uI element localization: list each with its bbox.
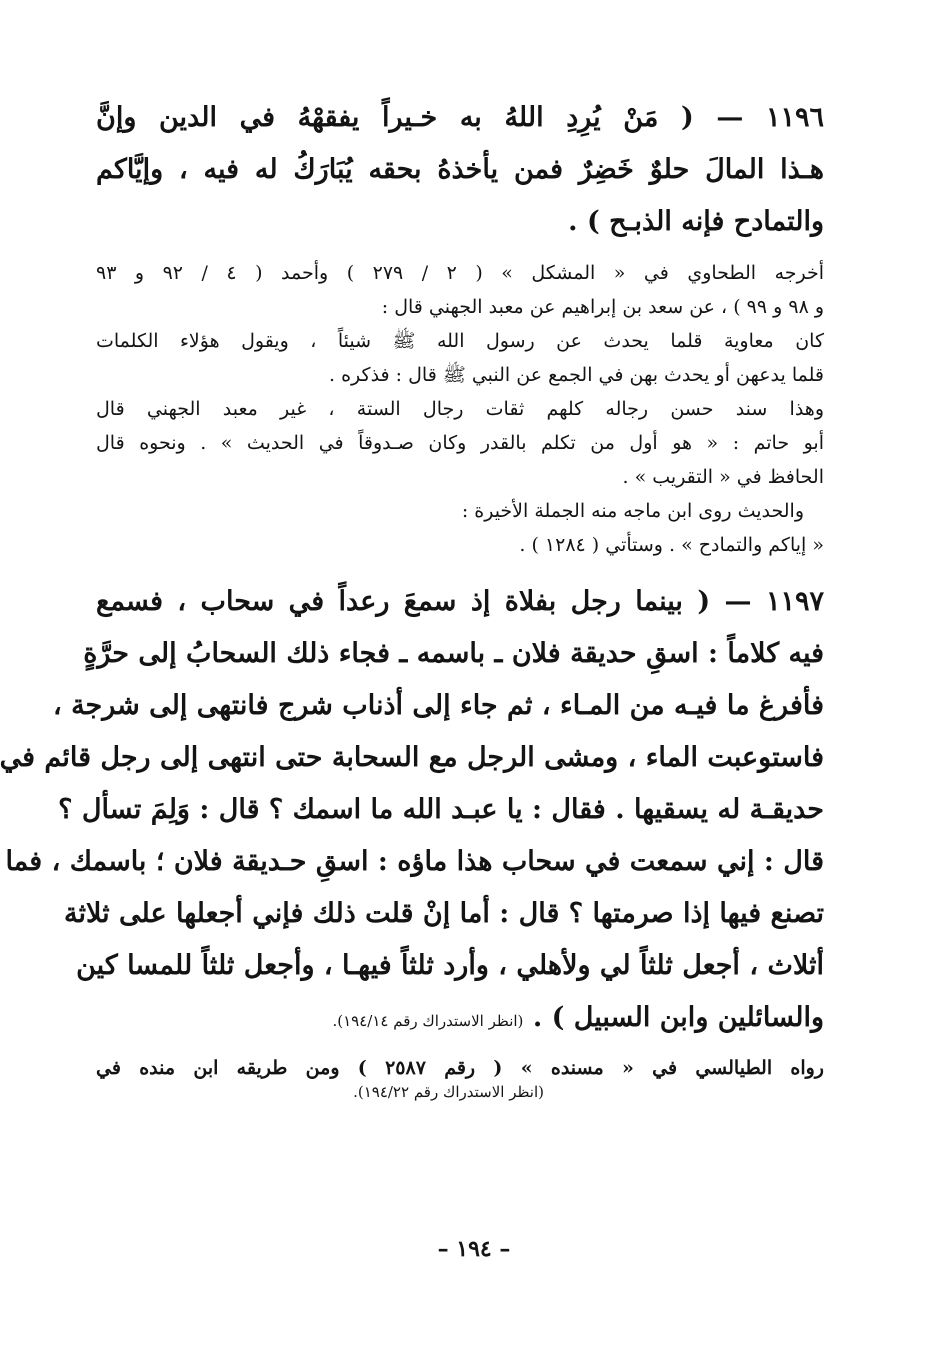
takhrij-1196-p1-line-2: و ٩٨ و ٩٩ ) ، عن سعد بن إبراهيم عن معبد الجهني قال : [381, 296, 824, 318]
hadith-1197-line-5: حديقـة له يسقيها . فقال : يا عبـد الله ما اسمك ؟ قال : وَلِمَ تسأل ؟ [58, 794, 824, 825]
hadith-1197-line-6: قال : إني سمعت في سحاب هذا ماؤه : اسقِ حـديقة فلان ؛ باسمك ، فما [5, 846, 824, 877]
hadith-1197-line-4: فاستوعبت الماء ، ومشى الرجل مع السحابة حتى انتهى إلى رجل قائم في [0, 742, 824, 773]
hadith-1197-line-3: فأفرغ ما فيـه من المـاء ، ثم جاء إلى أذناب شرج فانتهى إلى شرجة ، [52, 690, 824, 721]
takhrij-1197-line: رواه الطيالسي في « مسنده » ( رقم ٢٥٨٧ ) ومن طريقه ابن منده في [96, 1057, 824, 1079]
takhrij-1197-istidrak-ref: (انظر الاستدراك رقم ١٩٤/٢٢). [353, 1083, 544, 1101]
hadith-1196-line-1: ١١٩٦ — ( مَنْ يُرِدِ اللهُ به خـيراً يفقهْهُ في الدين وإنَّ [96, 102, 824, 133]
takhrij-1196-p4-line-2: « إياكم والتمادح » . وستأتي ( ١٢٨٤ ) . [519, 534, 824, 556]
hadith-1197-line-7: تصنع فيها إذا صرمتها ؟ قال : أما إنْ قلت ذلك فإني أجعلها على ثلاثة [64, 898, 824, 929]
hadith-1197-line-2: فيه كلاماً : اسقِ حديقة فلان ـ باسمه ـ فجاء ذلك السحابُ إلى حرَّةٍ [83, 638, 824, 669]
takhrij-1196-p3-line-1: وهذا سند حسن رجاله كلهم ثقات رجال الستة ، غير معبد الجهني قال [96, 398, 824, 420]
hadith-1197-line-9 [96, 992, 824, 1047]
hadith-1197 [0, 576, 824, 1047]
hadith-1196-line-2: هـذا المالَ حلوٌ خَضِرٌ فمن يأخذهُ بحقه يُبَارَكُ له فيه ، وإيَّاكم [96, 154, 824, 185]
takhrij-1196-p2-line-2: قلما يدعهن أو يحدث بهن في الجمع عن النبي ﷺ قال : فذكره . [329, 364, 824, 386]
takhrij-1196-p4-line-1: والحديث روى ابن ماجه منه الجملة الأخيرة : [461, 500, 804, 522]
hadith-1196 [96, 92, 824, 248]
takhrij-1196-p3-line-2: أبو حاتم : « هو أول من تكلم بالقدر وكان صـدوقاً في الحديث » . ونحوه قال [96, 432, 824, 454]
takhrij-1197 [96, 1055, 824, 1103]
hadith-1197-last-text: والسائلين وابن السبيل ) . [532, 1002, 824, 1033]
takhrij-1196-p1-line-1: أخرجه الطحاوي في « المشكل » ( ٢ / ٢٧٩ ) وأحمد ( ٤ / ٩٢ و ٩٣ [96, 262, 825, 284]
page-number: – ١٩٤ – [437, 1236, 511, 1262]
takhrij-1196-p3-line-3: الحافظ في « التقريب » . [622, 466, 824, 488]
hadith-1197-line-8: أثلاث ، أجعل ثلثاً لي ولأهلي ، وأرد ثلثاً فيهـا ، وأجعل ثلثاً للمسا كين [76, 950, 824, 981]
hadith-1196-line-3: والتمادح فإنه الذبـح ) . [568, 206, 824, 237]
takhrij-1196-p2-line-1: كان معاوية قلما يحدث عن رسول الله ﷺ شيئاً ، ويقول هؤلاء الكلمات [96, 330, 824, 352]
hadith-1197-istidrak-ref: (انظر الاستدراك رقم ١٩٤/١٤). [332, 1012, 524, 1030]
hadith-1197-line-1: ١١٩٧ — ( بينما رجل بفلاة إذ سمعَ رعداً في سحاب ، فسمع [96, 586, 824, 617]
page-content [0, 92, 825, 1103]
takhrij-1196 [96, 256, 824, 562]
